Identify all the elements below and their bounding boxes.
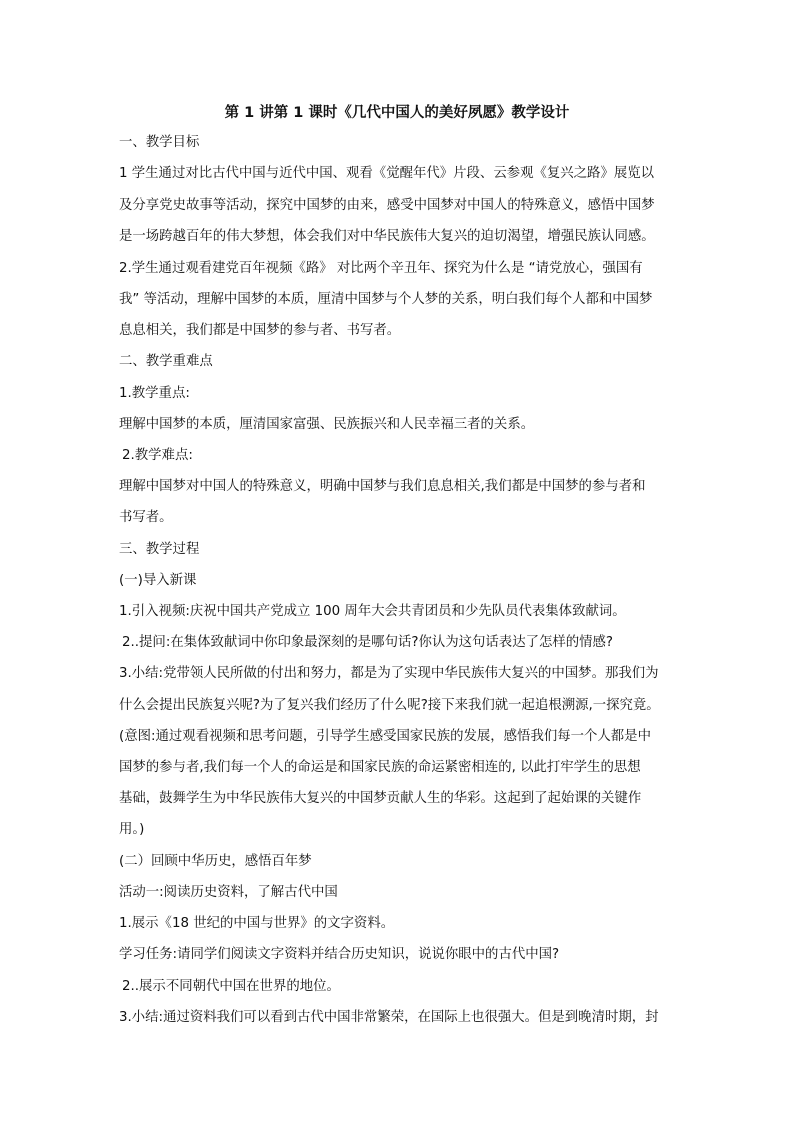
paragraph-line: 1.引入视频:庆祝中国共产党成立 100 周年大会共青团员和少先队员代表集体致献词。 [119, 604, 626, 619]
paragraph-line: 是一场跨越百年的伟大梦想，体会我们对中华民族伟大复兴的迫切渴望，增强民族认同感。 [119, 229, 655, 244]
paragraph-line: 2..提问:在集体致献词中你印象最深刻的是哪句话?你认为这句话表达了怎样的情感? [122, 635, 614, 650]
section-heading-key-points: 二、教学重难点 [119, 354, 213, 369]
paragraph-line: 学习任务:请同学们阅读文字资料并结合历史知识，说说你眼中的古代中国? [119, 947, 560, 962]
section-heading-objectives: 一、教学目标 [119, 135, 200, 150]
paragraph-line: 国梦的参与者,我们每一个人的命运是和国家民族的命运紧密相连的, 以此打牢学生的思想 [119, 760, 641, 775]
document-title: 第 1 讲第 1 课时《几代中国人的美好夙愿》教学设计 [224, 105, 570, 121]
paragraph-line: 理解中国梦对中国人的特殊意义，明确中国梦与我们息息相关,我们都是中国梦的参与者和 [119, 479, 646, 494]
paragraph-line: 2..展示不同朝代中国在世界的地位。 [122, 979, 340, 994]
paragraph-line: 1.展示《18 世纪的中国与世界》的文字资料。 [119, 916, 395, 931]
paragraph-line: 书写者。 [119, 510, 173, 525]
paragraph-line: 用。) [119, 822, 145, 837]
paragraph-line: 什么会提出民族复兴呢?为了复兴我们经历了什么呢?接下来我们就一起追根溯源,一探究竟。 [119, 698, 660, 713]
paragraph-line: (意图:通过观看视频和思考问题，引导学生感受国家民族的发展，感悟我们每一个人都是中 [119, 729, 651, 744]
paragraph-line: 基础，鼓舞学生为中华民族伟大复兴的中国梦贡献人生的华彩。这起到了起始课的关键作 [119, 791, 642, 806]
paragraph-line: 理解中国梦的本质，厘清国家富强、民族振兴和人民幸福三者的关系。 [119, 417, 535, 432]
paragraph-line: 活动一:阅读历史资料，了解古代中国 [119, 885, 338, 900]
paragraph-line: 1 学生通过对比古代中国与近代中国、观看《觉醒年代》片段、云参观《复兴之路》展览以 [119, 166, 655, 181]
paragraph-line: 及分享党史故事等活动，探究中国梦的由来，感受中国梦对中国人的特殊意义，感悟中国梦 [119, 198, 655, 213]
subheading: (一)导入新课 [119, 573, 197, 588]
paragraph-line: 3.小结:党带领人民所做的付出和努力，都是为了实现中华民族伟大复兴的中国梦。那我们为 [119, 666, 659, 681]
paragraph-line: 3.小结:通过资料我们可以看到古代中国非常繁荣，在国际上也很强大。但是到晚清时期，封 [119, 1010, 659, 1025]
paragraph-line: 我” 等活动，理解中国梦的本质，厘清中国梦与个人梦的关系，明白我们每个人都和中国梦 [119, 292, 653, 307]
paragraph-line: 息息相关，我们都是中国梦的参与者、书写者。 [119, 323, 401, 338]
subheading: 2.教学难点: [122, 448, 193, 463]
subheading: (二）回顾中华历史，感悟百年梦 [119, 854, 312, 869]
subheading: 1.教学重点: [119, 386, 190, 401]
paragraph-line: 2.学生通过观看建党百年视频《路》 对比两个辛丑年、探究为什么是 “请党放心，强国有 [119, 261, 643, 276]
section-heading-process: 三、教学过程 [119, 542, 200, 557]
